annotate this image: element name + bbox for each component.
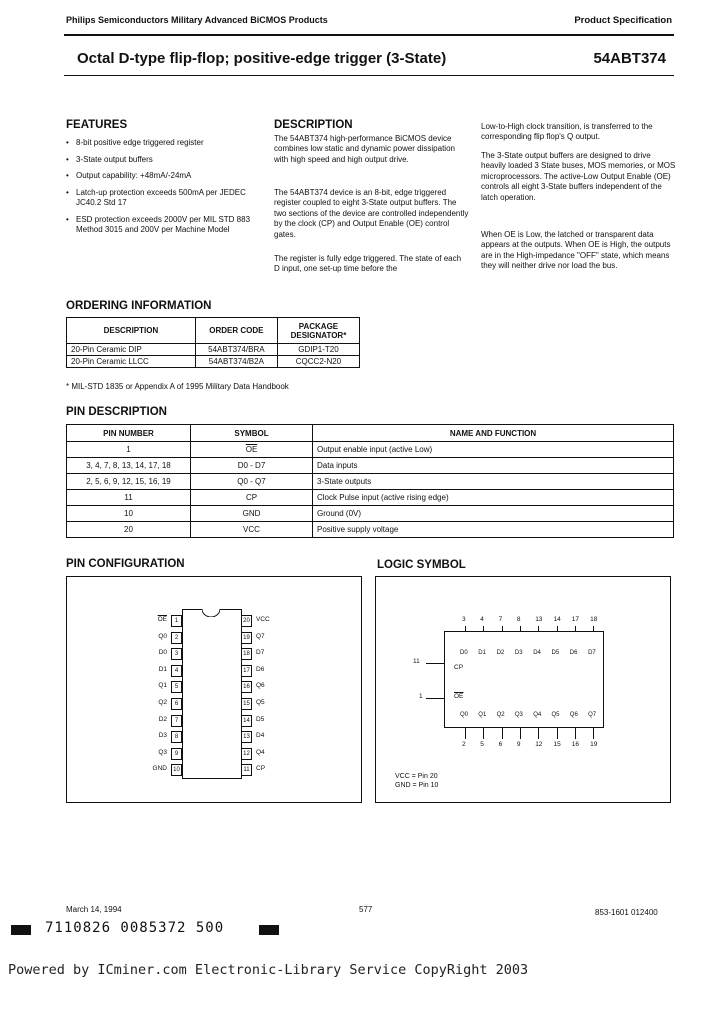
page-title: Octal D-type flip-flop; positive-edge trigger (3-State) (77, 50, 447, 67)
table-row (67, 474, 674, 490)
dip-pin-label: CP (256, 765, 266, 773)
table-row (67, 522, 674, 538)
logic-bottom-pin-number: 2 (462, 741, 466, 748)
logic-top-pin-number: 18 (590, 616, 598, 623)
dip-pin-number: 3 (171, 648, 182, 660)
dip-pin-label: D0 (158, 649, 167, 657)
barcode-text: 7110826 0085372 500 (45, 920, 225, 936)
oe-line (426, 698, 444, 699)
logic-bottom-pin-number: 19 (590, 741, 598, 748)
dip-pin-number: 14 (241, 715, 252, 727)
dip-pin-label: Q7 (256, 632, 265, 640)
logic-pin-line (575, 626, 576, 631)
logic-pin-line (483, 626, 484, 631)
dip-pin-label: Q6 (256, 682, 265, 690)
cell: 54ABT374/BRA (195, 344, 277, 356)
barcode-block-left (11, 925, 31, 935)
table-row (67, 506, 674, 522)
features-heading: FEATURES (66, 119, 128, 131)
feature-item: • Output capability: +48mA/-24mA (66, 171, 261, 182)
footer-page: 577 (359, 905, 373, 914)
cell: GND (191, 506, 313, 522)
barcode-block-right (259, 925, 279, 935)
logic-bottom-pin-number: 5 (480, 741, 484, 748)
dip-pin-label: Q0 (158, 632, 167, 640)
logic-top-pin-number: 3 (462, 616, 466, 623)
logic-pin-line (520, 626, 521, 631)
cell: CQCC2-N20 (277, 356, 359, 368)
logic-q-label: Q3 (514, 712, 523, 718)
logic-pin-line (538, 727, 539, 739)
logic-d-label: D2 (496, 650, 505, 656)
cp-pin-number: 11 (413, 658, 420, 665)
table-row (67, 490, 674, 506)
ordering-table (66, 317, 360, 368)
logic-bottom-pin-number: 12 (535, 741, 543, 748)
logic-pin-line (483, 727, 484, 739)
logic-pin-line (520, 727, 521, 739)
cell: 3-State outputs (313, 474, 674, 490)
logic-d-label: D0 (460, 650, 468, 656)
logic-q-label: Q5 (551, 712, 560, 718)
logic-top-pin-number: 8 (516, 616, 521, 623)
company-line: Philips Semiconductors Military Advanced BiCMOS Products (66, 15, 328, 25)
dip-pin-number: 15 (241, 698, 252, 710)
cell: 20-Pin Ceramic LLCC (67, 356, 196, 368)
feature-item: • 3-State output buffers (66, 155, 261, 166)
col-name-function: NAME AND FUNCTION (313, 425, 674, 442)
dip-pin-label: Q4 (256, 748, 265, 756)
dip-pin-number: 10 (171, 764, 182, 776)
cell: 20 (67, 522, 191, 538)
dip-pin-label: D2 (158, 715, 167, 723)
cell: Data inputs (313, 458, 674, 474)
doc-type: Product Specification (574, 15, 672, 26)
cell: 11 (67, 490, 191, 506)
description-p2: The 54ABT374 device is an 8-bit, edge triggered register coupled to eight 3-State output buffers. The two sections of the device are controlled independently by the clock (CP) and Output Enable (OE) control gates. (274, 188, 469, 239)
description-heading: DESCRIPTION (274, 119, 353, 131)
dip-pin-label: Q2 (158, 699, 167, 706)
feature-item: • 8-bit positive edge triggered register (66, 138, 261, 149)
logic-top-pin-number: 14 (553, 616, 561, 623)
oe-label: $\overline{OE}$ (454, 693, 464, 700)
logic-q-label: Q7 (588, 712, 597, 718)
footer-date: March 14, 1994 (66, 905, 122, 914)
dip-pin-number: 4 (171, 665, 182, 677)
logic-pin-line (502, 727, 503, 739)
logic-bottom-pin-number: 16 (571, 741, 580, 748)
dip-pin-label: GND (152, 765, 167, 773)
dip-pin-number: 20 (241, 615, 252, 627)
logic-d-label: D7 (588, 650, 596, 656)
logic-pin-line (465, 727, 466, 739)
dip-pin-number: 1 (171, 615, 182, 627)
logic-q-label: Q1 (478, 712, 487, 718)
dip-pin-label: Q3 (158, 748, 167, 756)
cell: Q0 - Q7 (191, 474, 313, 490)
table-row (67, 442, 674, 458)
header-rule (64, 34, 674, 36)
ordering-heading: ORDERING INFORMATION (66, 300, 212, 312)
dip-pin-number: 16 (241, 681, 252, 693)
feature-item: • Latch-up protection exceeds 500mA per JEDEC JC40.2 Std 17 (66, 188, 261, 209)
cell: VCC (191, 522, 313, 538)
pin-config-heading: PIN CONFIGURATION (66, 558, 185, 570)
cell: Clock Pulse input (active rising edge) (313, 490, 674, 506)
cell: 3, 4, 7, 8, 13, 14, 17, 18 (67, 458, 191, 474)
logic-pin-line (465, 626, 466, 631)
dip-pin-number: 12 (241, 748, 252, 760)
dip-pin-number: 5 (171, 681, 182, 693)
dip-pin-number: 7 (171, 715, 182, 727)
logic-pin-line (575, 727, 576, 739)
cp-label: CP (454, 664, 464, 671)
logic-q-label: Q2 (496, 712, 505, 718)
logic-q-label: Q0 (460, 712, 469, 718)
ordering-footnote: * MIL-STD 1835 or Appendix A of 1995 Military Data Handbook (66, 382, 289, 391)
col-description: DESCRIPTION (67, 318, 196, 344)
dip-pin-number: 18 (241, 648, 252, 660)
col-package: PACKAGE DESIGNATOR* (277, 318, 359, 344)
dip-pin-number: 13 (241, 731, 252, 743)
logic-pin-line (557, 727, 558, 739)
dip-pin-label: $\overline{OE}$ (157, 616, 167, 623)
cp-line (426, 663, 444, 664)
cell: 10 (67, 506, 191, 522)
logic-d-label: D1 (478, 650, 486, 656)
footer-doc-code: 853-1601 012400 (595, 908, 658, 917)
dip-pin-number: 2 (171, 632, 182, 644)
col-symbol: SYMBOL (191, 425, 313, 442)
description-c2: The 3-State output buffers are designed to drive heavily loaded 3 State buses, MOS memories, or MOS microprocessors. The active-Low Output Enable (OE) controls all eight 3-State buffers independent of the latch operation. (481, 151, 676, 202)
pin-description-heading: PIN DESCRIPTION (66, 406, 167, 418)
dip-pin-number: 11 (241, 764, 252, 776)
description-p3: The register is fully edge triggered. The state of each D input, one set-up time before the (274, 254, 462, 274)
logic-bottom-pin-number: 9 (516, 741, 521, 748)
dip-notch (202, 608, 220, 617)
dip-pin-label: D4 (256, 732, 265, 740)
cell: Positive supply voltage (313, 522, 674, 538)
logic-pin-line (502, 626, 503, 631)
dip-package-body (182, 609, 242, 779)
logic-d-label: D3 (514, 650, 523, 656)
cell: 54ABT374/B2A (195, 356, 277, 368)
logic-bottom-pin-number: 6 (498, 741, 503, 748)
dip-pin-label: D3 (158, 732, 167, 740)
pin-description-table (66, 424, 674, 538)
dip-pin-label: D1 (158, 665, 167, 673)
dip-pin-number: 9 (171, 748, 182, 760)
col-pin-number: PIN NUMBER (67, 425, 191, 442)
gnd-note: GND = Pin 10 (395, 782, 439, 789)
cell: GDIP1-T20 (277, 344, 359, 356)
dip-pin-label: D6 (256, 665, 265, 673)
description-c3: When OE is Low, the latched or transparent data appears at the outputs. When OE is High, the outputs are in the High-impedance "OFF" state, which means they will neither drive nor load the bus. (481, 230, 671, 271)
col-order-code: ORDER CODE (195, 318, 277, 344)
logic-pin-line (557, 626, 558, 631)
logic-top-pin-number: 4 (480, 616, 484, 623)
logic-top-pin-number: 17 (571, 616, 580, 623)
dip-pin-label: Q5 (256, 699, 265, 706)
description-p1: The 54ABT374 high-performance BiCMOS device combines low static and dynamic power dissipation with high speed and high output drive. (274, 134, 455, 164)
dip-pin-number: 8 (171, 731, 182, 743)
cell: D0 - D7 (191, 458, 313, 474)
logic-top-pin-number: 13 (535, 616, 543, 623)
logic-pin-line (593, 626, 594, 631)
features-list (66, 138, 261, 242)
oe-pin-number: 1 (419, 693, 423, 700)
dip-pin-label: VCC (256, 616, 270, 623)
powered-by: Powered by ICminer.com Electronic-Library Service CopyRight 2003 (8, 962, 529, 978)
part-number: 54ABT374 (593, 50, 666, 67)
logic-d-label: D4 (533, 650, 541, 656)
table-row (67, 344, 360, 356)
cell: Ground (0V) (313, 506, 674, 522)
dip-pin-label: D5 (256, 715, 265, 723)
dip-pin-label: D7 (256, 649, 265, 657)
logic-d-label: D6 (569, 650, 578, 656)
logic-bottom-pin-number: 15 (553, 741, 561, 748)
logic-symbol-heading: LOGIC SYMBOL (377, 559, 466, 571)
logic-q-label: Q4 (533, 712, 542, 718)
logic-top-pin-number: 7 (498, 616, 503, 623)
cell: 2, 5, 6, 9, 12, 15, 16, 19 (67, 474, 191, 490)
logic-pin-line (538, 626, 539, 631)
feature-item: • ESD protection exceeds 2000V per MIL STD 883 Method 3015 and 200V per Machine Model (66, 215, 261, 236)
table-row (67, 458, 674, 474)
cell: Output enable input (active Low) (313, 442, 674, 458)
description-c1: Low-to-High clock transition, is transferred to the corresponding flip flop's Q output. (481, 122, 653, 142)
logic-pin-line (593, 727, 594, 739)
table-row (67, 356, 360, 368)
vcc-note: VCC = Pin 20 (395, 773, 438, 780)
cell: $\overline{OE}$ (191, 442, 313, 458)
title-rule (64, 75, 674, 76)
logic-d-label: D5 (551, 650, 560, 656)
dip-pin-label: Q1 (158, 682, 167, 690)
logic-q-label: Q6 (569, 712, 578, 718)
dip-pin-number: 19 (241, 632, 252, 644)
cell: CP (191, 490, 313, 506)
dip-pin-number: 17 (241, 665, 252, 677)
cell: 20-Pin Ceramic DIP (67, 344, 196, 356)
dip-pin-number: 6 (171, 698, 182, 710)
cell: 1 (67, 442, 191, 458)
